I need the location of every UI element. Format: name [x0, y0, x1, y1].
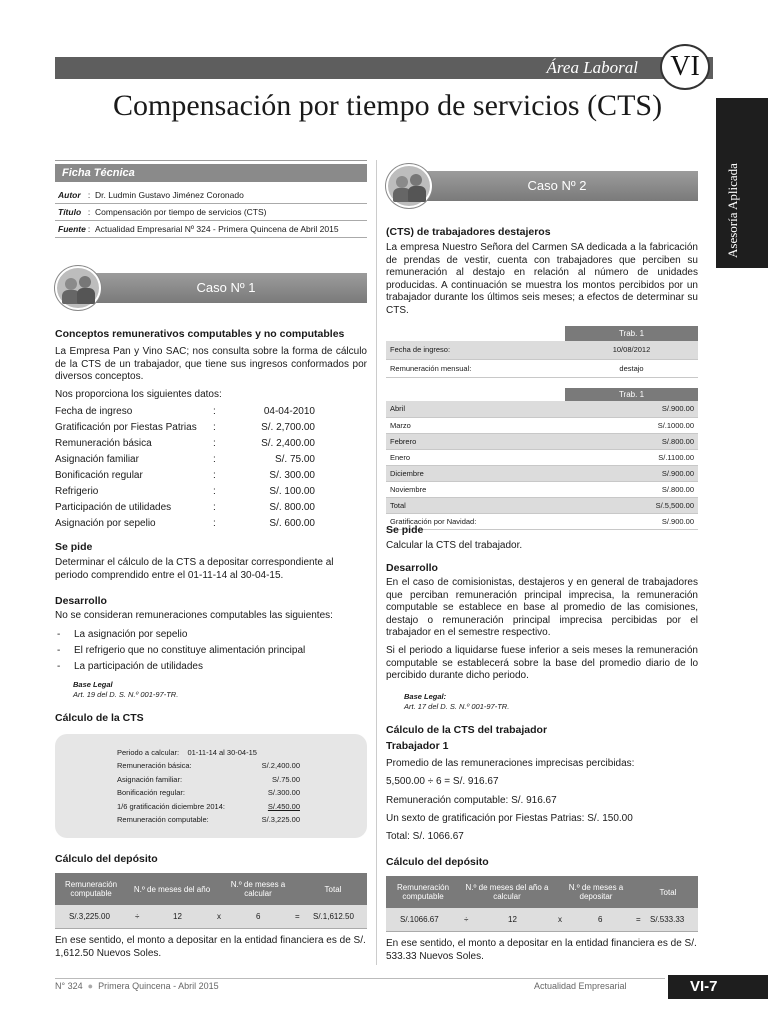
- se-pide-text: Determinar el cálculo de la CTS a depositar correspondiente al periodo comprendido entre el 01-11-14 al 30-04-15.: [55, 557, 334, 581]
- se-pide-heading: Se pide: [55, 541, 93, 553]
- table-header: Trab. 1: [565, 388, 698, 401]
- desarrollo-heading: Desarrollo: [386, 562, 438, 574]
- section-badge: VI: [660, 44, 710, 90]
- table-header: Trab. 1: [565, 326, 698, 341]
- caso-1-heading: Conceptos remunerativos computables y no computables: [55, 328, 345, 340]
- calculo-heading: Cálculo de la CTS: [55, 712, 144, 724]
- caso-1-banner: [55, 266, 367, 310]
- footer-issue: N° 324 ● Primera Quincena - Abril 2015: [55, 981, 219, 991]
- calc-line: Total: S/. 1066.67: [386, 831, 464, 842]
- data-row: Refrigerio : S/. 100.00: [55, 486, 315, 497]
- remuneraciones-table: [386, 388, 698, 530]
- data-row: Fecha de ingreso : 04-04-2010: [55, 406, 315, 417]
- ficha-value: Dr. Ludmin Gustavo Jiménez Coronado: [95, 190, 244, 200]
- side-tab: [716, 98, 768, 268]
- data-row: Asignación familiar : S/. 75.00: [55, 454, 315, 465]
- table-row: Noviembre S/.800.00: [386, 481, 698, 497]
- column-divider: [376, 160, 377, 965]
- caso-1-data-list: [55, 404, 367, 532]
- calc-rows: [117, 759, 300, 827]
- caso-2-label: Caso Nº 2: [527, 178, 587, 193]
- se-pide-text: Calcular la CTS del trabajador.: [386, 540, 523, 551]
- calc-line: Un sexto de gratificación por Fiestas Patrias: S/. 150.00: [386, 813, 633, 824]
- side-tab-label: Asesoría Aplicada: [725, 163, 740, 258]
- table-header: N.º de meses del año: [127, 873, 217, 905]
- divider: [55, 160, 367, 161]
- exclusion-list: [57, 627, 367, 675]
- ficha-key: Título: [58, 207, 82, 217]
- page-number: VI-7: [668, 975, 768, 999]
- base-legal-heading: Base Legal:: [404, 692, 447, 701]
- ficha-row: Título : Compensación por tiempo de servicios (CTS): [55, 204, 367, 221]
- calc-row: Remuneración básica: S/.2,400.00: [117, 761, 300, 770]
- table-row: S/.3,225.00 ÷ 12 x 6 = S/.1,612.50: [55, 905, 367, 929]
- list-item: - La asignación por sepelio: [57, 629, 188, 640]
- page-title: Compensación por tiempo de servicios (CTS): [113, 89, 663, 122]
- deposito-table: [55, 873, 367, 905]
- table-row: Total S/.5,500.00: [386, 497, 698, 513]
- calculo-heading: Cálculo de la CTS del trabajador: [386, 724, 548, 736]
- calc-line: Remuneración computable: S/. 916.67: [386, 795, 557, 806]
- deposito-heading: Cálculo del depósito: [386, 856, 489, 868]
- ficha-row: Autor : Dr. Ludmin Gustavo Jiménez Coronado: [55, 187, 367, 204]
- caso-2-conclusion: En ese sentido, el monto a depositar en la entidad financiera es de S/. 533.33 Nuevos Soles.: [386, 938, 697, 962]
- table-row: Abril S/.900.00: [386, 401, 698, 417]
- table-row: Gratificación por Navidad: S/.900.00: [386, 513, 698, 529]
- calc-row: 1/6 gratificación diciembre 2014: S/.450.00: [117, 801, 300, 811]
- caso-2-intro: La empresa Nuestro Señora del Carmen SA dedicada a la fabricación de prendas de vestir, cuenta con trabajadores que perciben su remuneración al destajo en relación al número de unidades producidas. A continuación se muestra los montos percibidos por un trabajador durante los últimos seis meses; a efectos de determinar su CTS.: [386, 242, 698, 316]
- ficha-row: Fuente : Actualidad Empresarial Nº 324 - Primera Quincena de Abril 2015: [55, 221, 367, 238]
- table-row: Marzo S/.1000.00: [386, 417, 698, 433]
- table-row: S/.1066.67 ÷ 12 x 6 = S/.533.33: [386, 908, 698, 932]
- desarrollo-heading: Desarrollo: [55, 595, 107, 607]
- table-header: N.º de meses del año a calcular: [460, 876, 554, 908]
- caso-2-banner: [386, 164, 698, 208]
- table-header: Remuneración computable: [55, 873, 127, 905]
- list-item: - La participación de utilidades: [57, 661, 203, 672]
- table-row: Febrero S/.800.00: [386, 433, 698, 449]
- caso-1-data-intro: Nos proporciona los siguientes datos:: [55, 389, 222, 400]
- footer-publication: Actualidad Empresarial: [534, 981, 627, 991]
- calc-row: Bonificación regular: S/.300.00: [117, 788, 300, 797]
- ficha-key: Autor: [58, 190, 81, 200]
- table-row: Enero S/.1100.00: [386, 449, 698, 465]
- calc-row: Remuneración computable: S/.3,225.00: [117, 815, 300, 824]
- base-legal-text: Art. 19 del D. S. N.º 001-97-TR.: [73, 690, 179, 699]
- calc-line: Promedio de las remuneraciones imprecisas percibidas:: [386, 758, 635, 769]
- table-header: N.º de meses a depositar: [554, 876, 638, 908]
- section-title: Área Laboral: [546, 58, 638, 77]
- desarrollo-text: No se consideran remuneraciones computables las siguientes:: [55, 610, 333, 621]
- footer-rule: [55, 978, 665, 979]
- table-row: Diciembre S/.900.00: [386, 465, 698, 481]
- table-row: Remuneración mensual: destajo: [386, 359, 698, 377]
- data-row: Remuneración básica : S/. 2,400.00: [55, 438, 315, 449]
- ficha-key: Fuente: [58, 224, 86, 234]
- caso-1-label: Caso Nº 1: [196, 280, 256, 295]
- caso-1-intro: La Empresa Pan y Vino SAC; nos consulta sobre la forma de cálculo de la CTS de un trabajador, que tiene sus ingresos conformados por diversos conceptos.: [55, 346, 367, 382]
- data-row: Participación de utilidades : S/. 800.00: [55, 502, 315, 513]
- table-header: Total: [299, 873, 367, 905]
- list-item: - El refrigerio que no constituye alimentación principal: [57, 645, 306, 656]
- table-header: Remuneración computable: [386, 876, 460, 908]
- base-legal-heading: Base Legal: [73, 680, 113, 689]
- se-pide-heading: Se pide: [386, 524, 424, 536]
- calc-row: Asignación familiar: S/.75.00: [117, 774, 300, 784]
- data-row: Bonificación regular : S/. 300.00: [55, 470, 315, 481]
- desarrollo-text-2: Si el periodo a liquidarse fuese inferior a seis meses la remuneración computable se establecerá sobre la base del promedio diario de lo percibido durante dicho periodo.: [386, 645, 698, 681]
- calc-box: [55, 734, 367, 838]
- desarrollo-text-1: En el caso de comisionistas, destajeros y en general de trabajadores que perciban remuneración principal imprecisa, la remuneración computable se establece en base al promedio de las comisiones, destajo o remuneración principal imprecisa percibidas por el trabajador en el semestre respectivo.: [386, 577, 698, 638]
- deposito-heading: Cálculo del depósito: [55, 853, 158, 865]
- caso-2-heading: (CTS) de trabajadores destajeros: [386, 226, 551, 238]
- trab-info-table: [386, 326, 698, 378]
- trabajador-heading: Trabajador 1: [386, 740, 449, 752]
- calc-line: 5,500.00 ÷ 6 = S/. 916.67: [386, 776, 499, 787]
- ficha-value: Actualidad Empresarial Nº 324 - Primera Quincena de Abril 2015: [95, 224, 339, 234]
- ficha-value: Compensación por tiempo de servicios (CTS): [95, 207, 267, 217]
- table-row: Fecha de ingreso: 10/08/2012: [386, 341, 698, 359]
- ficha-title: Ficha Técnica: [62, 167, 135, 179]
- deposito-table: [386, 876, 698, 908]
- base-legal-text: Art. 17 del D. S. N.º 001-97-TR.: [404, 702, 510, 711]
- data-row: Gratificación por Fiestas Patrias : S/. 2,700.00: [55, 422, 315, 433]
- calc-periodo: Periodo a calcular: 01-11-14 al 30-04-15: [117, 748, 257, 757]
- table-header: Total: [638, 876, 698, 908]
- table-header: N.º de meses a calcular: [217, 873, 299, 905]
- caso-1-conclusion: En ese sentido, el monto a depositar en la entidad financiera es de S/. 1,612.50 Nuevos Soles.: [55, 935, 366, 959]
- data-row: Asignación por sepelio : S/. 600.00: [55, 518, 315, 529]
